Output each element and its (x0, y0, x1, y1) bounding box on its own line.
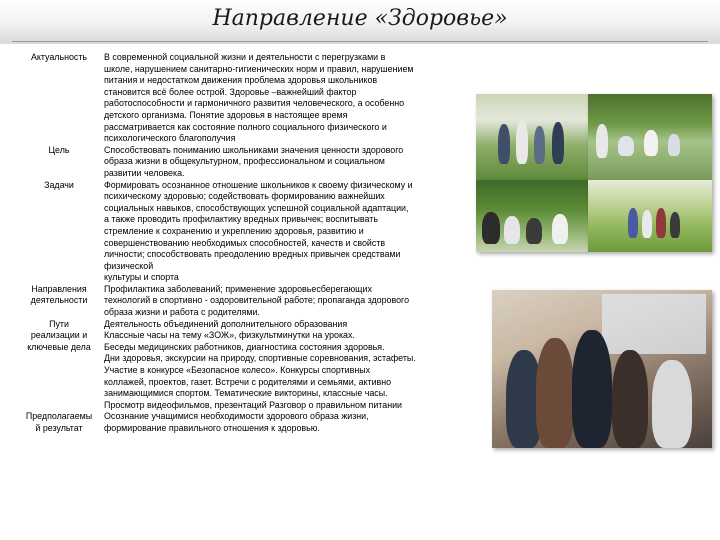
text-line: образа жизни в общекультурном, профессиональном и социальном (104, 156, 385, 167)
text-line: физической (104, 260, 154, 271)
text-line: коллажей, проектов, газет. Встречи с родителями и семьями, активно (104, 376, 392, 387)
text-line: психическому здоровью; содействовать формированию важнейших (104, 191, 385, 202)
text-line: совершенствованию необходимых способностей, качеств и свойств (104, 237, 386, 248)
text-line: Осознание учащимися необходимости здорового образа жизни, (104, 411, 369, 422)
row-label (14, 52, 104, 145)
label-line: ключевые дела (27, 341, 91, 352)
text-line: культуры и спорта (104, 272, 179, 283)
text-line: развитии человека. (104, 167, 185, 178)
text-line: Просмотр видеофильмов, презентаций Разговор о правильном питании (104, 399, 403, 410)
text-line: образа жизни и работа с родителями. (104, 307, 260, 318)
table-row (14, 180, 464, 284)
text-line: личности; способствовать преодолению вредных привычек средствами (104, 249, 401, 260)
photo-students-classroom (492, 290, 712, 448)
label-line: Пути (49, 318, 69, 329)
label-line: Задачи (44, 179, 74, 190)
text-line: детского организма. Понятие здоровья в настоящее время (104, 109, 348, 120)
label-line: й результат (35, 423, 83, 433)
row-text (104, 145, 464, 180)
label-line: Предполагаемы (25, 411, 93, 422)
label-line: Направления (31, 283, 87, 294)
text-line: Формировать осознанное отношение школьников к своему физическому и (104, 179, 413, 190)
text-line: рассматривается как состояние полного социального физического и (104, 121, 387, 132)
label-line: реализации и (30, 330, 88, 341)
table-row (14, 411, 464, 434)
page-title: Направление «Здоровье» (212, 6, 508, 31)
table-row (14, 52, 464, 145)
text-line: Участие в конкурсе «Безопасное колесо». Конкурсы спортивных (104, 365, 371, 376)
label-line: деятельности (30, 295, 88, 306)
text-line: стремление к сохранению и укреплению здоровья, развитию и (104, 225, 364, 236)
text-line: Беседы медицинских работников, диагностика состояния здоровья. (104, 341, 385, 352)
table-row (14, 145, 464, 180)
table-row (14, 284, 464, 319)
row-text (104, 411, 464, 434)
photo-forest-stream (588, 94, 712, 180)
text-line: школе, нарушением санитарно-гигиенических норм и правил, нарушением (104, 63, 414, 74)
text-line: формирование правильного отношения к здоровью. (104, 423, 320, 433)
text-line: социальных навыков, способствующих успешной социальной адаптации, (104, 202, 409, 213)
text-line: занимающимися спортом. Тематические викторины, классные часы. (104, 388, 388, 399)
text-line: В современной социальной жизни и деятельности с перегрузками в (104, 52, 386, 62)
row-text (104, 180, 464, 284)
photo-outdoor-group (476, 94, 588, 180)
plan-table (14, 52, 464, 435)
text-line: технологий в спортивно - оздоровительной работе; пропаганда здорового (104, 295, 410, 306)
text-line: Деятельность объединений дополнительного образования (104, 318, 348, 329)
row-label (14, 284, 104, 319)
row-text (104, 319, 464, 412)
text-line: питания и недостатком движения проблема здоровья школьников (104, 75, 378, 86)
row-label (14, 319, 104, 412)
text-line: а также проводить профилактику вредных привычек; воспитывать (104, 214, 378, 225)
text-line: работоспособности и гармоничного развития человеческого, а особенно (104, 98, 405, 109)
label-line: Цель (48, 144, 70, 155)
text-line: Профилактика заболеваний; применение здоровьесберегающих (104, 283, 372, 294)
label-line: Актуальность (30, 52, 88, 62)
table-row (14, 319, 464, 412)
text-line: Способствовать пониманию школьниками значения ценности здорового (104, 144, 404, 155)
photo-kids-on-grass (476, 180, 588, 252)
row-label (14, 145, 104, 180)
text-line: психологического благополучия (104, 133, 236, 144)
row-text (104, 284, 464, 319)
text-line: Дни здоровья, экскурсии на природу, спортивные соревнования, эстафеты. (104, 353, 416, 364)
text-line: становится всё более острой. Здоровье –важнейший фактор (104, 86, 357, 97)
header-divider (12, 41, 708, 42)
row-text (104, 52, 464, 145)
photo-meadow-group (588, 180, 712, 252)
text-line: Классные часы на тему «ЗОЖ», физкультминутки на уроках. (104, 330, 355, 341)
row-label (14, 180, 104, 284)
row-label (14, 411, 104, 434)
